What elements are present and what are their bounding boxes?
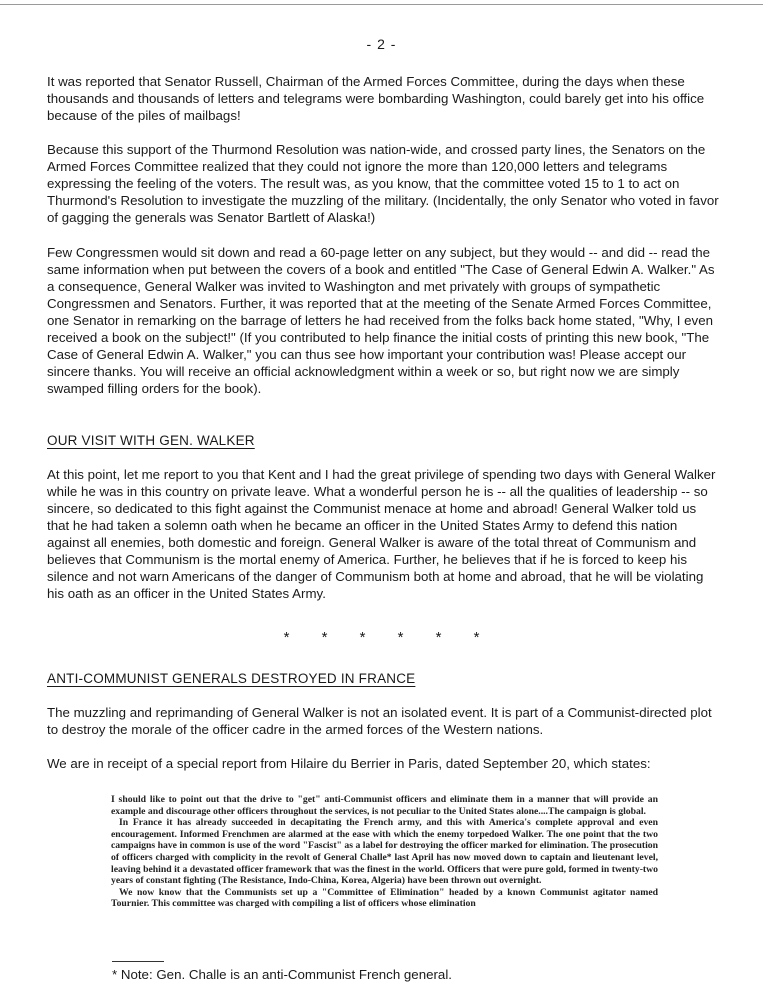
- page-number: - 2 -: [366, 36, 397, 52]
- section-separator: * * * * * *: [283, 629, 494, 646]
- paragraph-report: [47, 755, 721, 772]
- paragraph-russell: [47, 73, 721, 124]
- paragraph-book: [47, 244, 721, 397]
- top-rule: [0, 4, 763, 5]
- paragraph-muzzling: [47, 704, 721, 738]
- quote-paragraph: I should like to point out that the drive to "get" anti-Communist officers and eliminate them in a manner that will provide an example and discourage other officers throughout the services, is not peculiar to the United States alone....The campaign is global.: [111, 794, 658, 817]
- quote-paragraph: In France it has already succeeded in decapitating the French army, and this with America's complete approval and even encouragement. Informed Frenchmen are alarmed at the ease with which the enemy torpedoed Walker. The one point that the two campaigns have in common is use of the word "Fascist" as a label for destroying the officer marked for elimination. The prosecution of officers charged with complicity in the revolt of General Challe* last April has now moved down to captain and lieutenant level, leaving behind it a devastated officer framework that was the finest in the world. Officers that were pure gold, formed in twenty-two years of constant fighting (The Resistance, Indo-China, Korea, Algeria) have been thrown out overnight.: [111, 817, 658, 887]
- paragraph-text: Few Congressmen would sit down and read a 60-page letter on any subject, but they would -- and did -- read the same information when put between the covers of a book and entitled "The Case of General Edwin A. Walker." As a consequence, General Walker was invited to Washington and met privately with groups of sympathetic Congressmen and Senators. Further, it was reported that at the meeting of the Senate Armed Forces Committee, one Senator in remarking on the barrage of letters he had received from the folks back home stated, "Why, I even received a book on the subject!" (If you contributed to help finance the initial costs of printing this new book, "The Case of General Edwin A. Walker," you can thus see how important your contribution was! Please accept our sincere thanks. You will receive an official acknowledgment within a week or so, but right now we are simply swamped filling orders for the book).: [47, 245, 715, 396]
- paragraph-visit: [47, 466, 721, 602]
- paragraph-text: The muzzling and reprimanding of General Walker is not an isolated event. It is part of a Communist-directed plot to destroy the morale of the officer cadre in the armed forces of the Western nations.: [47, 705, 712, 737]
- quote-paragraph: We now know that the Communists set up a "Committee of Elimination" headed by a known Communist agitator named Tournier. This committee was charged with compiling a list of officers whose elimination: [111, 886, 658, 910]
- paragraph-text: At this point, let me report to you that Kent and I had the great privilege of spending two days with General Walker while he was in this country on private leave. What a wonderful person he is -- all the qualities of leadership -- so sincere, so dedicated to this fight against the Communist menace at home and abroad! General Walker told us that he had taken a solemn oath when he became an officer in the United States Army to defend this nation against all enemies, both domestic and foreign. General Walker is aware of the total threat of Communism and believes that Communism is the mortal enemy of America. Further, he believes that if he is forced to keep his silence and not warn Americans of the danger of Communism both at home and abroad, that he will be violating his oath as an officer in the United States Army.: [47, 467, 716, 601]
- section-heading-visit: OUR VISIT WITH GEN. WALKER: [47, 433, 255, 448]
- paragraph-thurmond-resolution: [47, 141, 721, 226]
- paragraph-text: We are in receipt of a special report from Hilaire du Berrier in Paris, dated September 20, which states:: [47, 756, 651, 771]
- footnote: * Note: Gen. Challe is an anti-Communist French general.: [112, 967, 452, 982]
- section-heading-france: ANTI-COMMUNIST GENERALS DESTROYED IN FRANCE: [47, 671, 416, 686]
- footnote-rule: [112, 961, 164, 962]
- block-quote: [111, 794, 658, 910]
- paragraph-text: Because this support of the Thurmond Resolution was nation-wide, and crossed party lines, the Senators on the Armed Forces Committee realized that they could not ignore the more than 120,000 letters and telegrams expressing the feeling of the voters. The result was, as you know, that the committee voted 15 to 1 to act on Thurmond's Resolution to investigate the muzzling of the military. (Incidentally, the only Senator who voted in favor of gagging the generals was Senator Bartlett of Alaska!): [47, 142, 719, 225]
- paragraph-text: It was reported that Senator Russell, Chairman of the Armed Forces Committee, during the days when these thousands and thousands of letters and telegrams were bombarding Washington, could barely get into his office because of the piles of mailbags!: [47, 74, 705, 123]
